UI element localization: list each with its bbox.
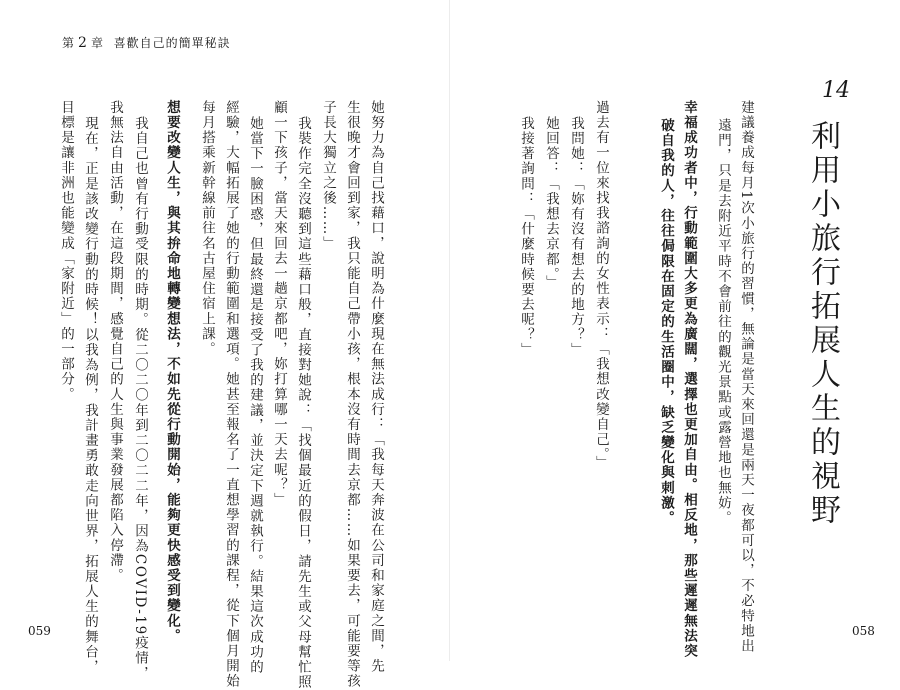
right-text-line-8: 我接著詢問：「什麼時候要去呢？」	[518, 116, 534, 358]
running-header	[62, 34, 231, 51]
left-text-line-3: 子長大獨立之後……」	[320, 100, 336, 251]
chapter-suffix: 章	[90, 36, 104, 50]
right-text-line-1: 建議養成每月1次小旅行的習慣，無論是當天來回還是兩天一夜都可以，不必特地出	[738, 100, 754, 654]
right-text-line-6: 我問她：「妳有沒有想去的地方？」	[568, 116, 584, 358]
right-text-line-4: 破自我的人，往往侷限在固定的生活圈中，缺乏變化與刺激。	[658, 118, 674, 526]
left-text-line-5: 顧一下孩子，當天來回去一趟京都吧，妳打算哪一天去呢？」	[271, 100, 287, 508]
left-text-line-13: 目標是讓非洲也能變成「家附近」的一部分。	[58, 100, 74, 402]
right-text-line-3: 幸福成功者中，行動範圍大多更為廣闊，選擇也更加自由。相反地，那些遲遲無法突	[681, 100, 697, 659]
chapter-number: 2	[78, 35, 88, 51]
left-text-line-2: 生很晚才會回到家，我只能自己帶小孩，根本沒有時間去京都……如果要去，可能要等孩	[344, 100, 360, 689]
right-text-line-2: 遠門，只是去附近平時不會前往的觀光景點或露營地也無妨。	[715, 118, 731, 526]
left-text-line-9: 想要改變人生，與其拚命地轉變想法，不如先從行動開始，能夠更快感受到變化。	[164, 100, 180, 644]
page-gutter	[449, 0, 450, 661]
section-title: 利用小旅行拓展人生的視野	[805, 120, 840, 528]
left-text-line-4: 我裝作完全沒聽到這些藉口般，直接對她說：「找個最近的假日，請先生或父母幫忙照	[295, 116, 311, 690]
left-text-line-8: 每月搭乘新幹線前往名古屋住宿上課。	[199, 100, 215, 357]
page-number-left: 059	[28, 624, 51, 638]
left-text-line-6: 她當下一臉困惑，但最終還是接受了我的建議，並決定下週就執行。結果這次成功的	[247, 116, 263, 675]
left-text-line-7: 經驗，大幅拓展了她的行動範圍和選項。她甚至報名了一直想學習的課程，從下個月開始	[223, 100, 239, 689]
right-text-line-5: 過去有一位來找我諮詢的女性表示：「我想改變自己。」	[593, 100, 609, 471]
left-text-line-1: 她努力為自己找藉口，說明為什麼現在無法成行：「我每天奔波在公司和家庭之間，先	[368, 100, 384, 674]
chapter-title: 喜歡自己的簡單秘訣	[113, 36, 231, 50]
left-text-line-10: 我自己也曾有行動受限的時期。從二〇二〇年到二〇二二年，因為COVID-19疫情，	[132, 116, 148, 682]
left-text-line-12: 現在，正是該改變行動的時候！以我為例，我計畫勇敢走向世界，拓展人生的舞台，	[82, 116, 98, 675]
page-number-right: 058	[852, 624, 875, 638]
left-text-line-11: 我無法自由活動，在這段期間，感覺自己的人生與事業發展都陷入停滯。	[107, 100, 123, 584]
chapter-prefix: 第	[62, 36, 76, 50]
right-text-line-7: 她回答：「我想去京都。」	[543, 116, 559, 291]
section-number: 14	[822, 78, 850, 103]
